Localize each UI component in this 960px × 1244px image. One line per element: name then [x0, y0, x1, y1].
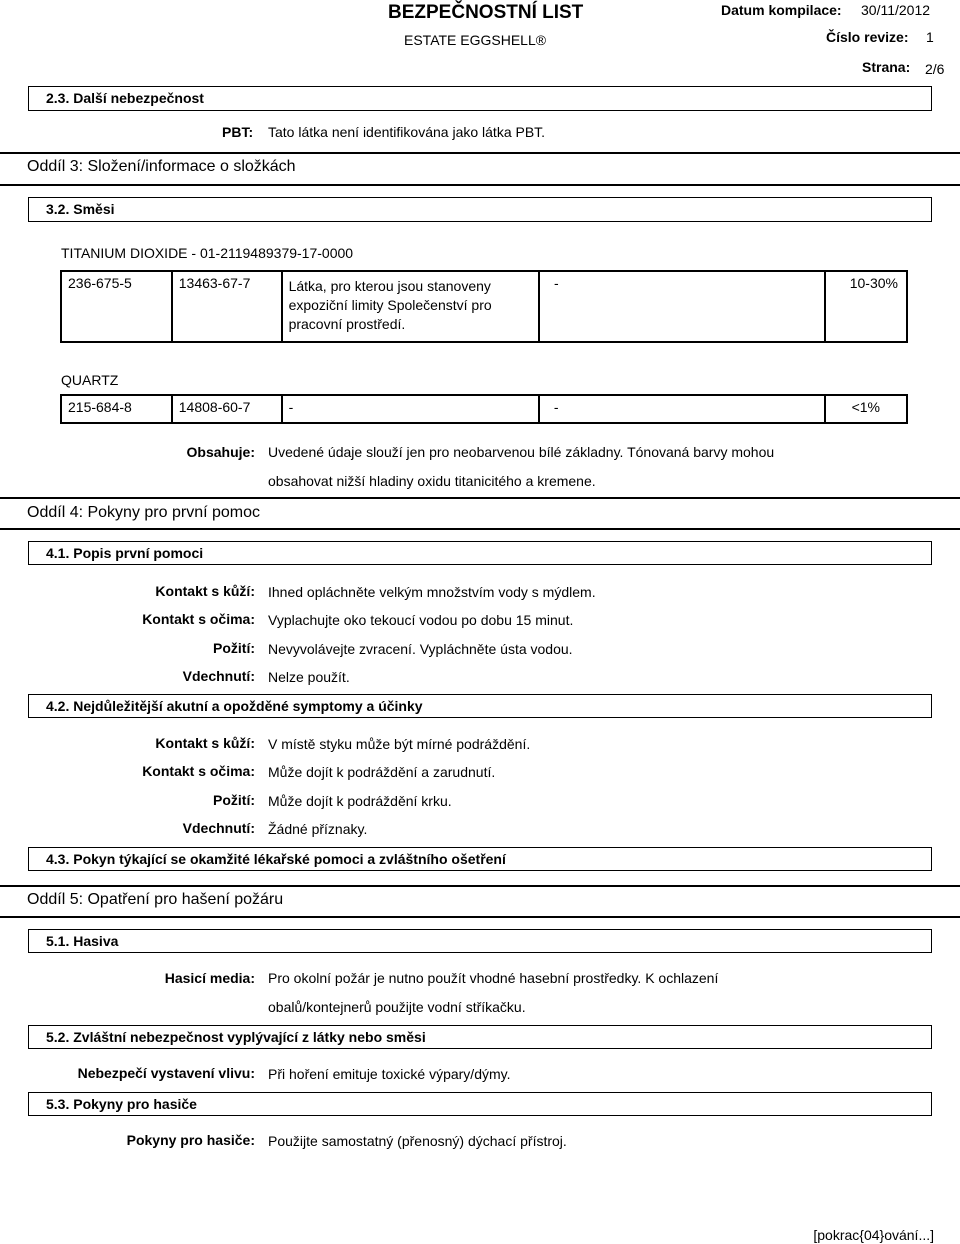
- symptom-label: Požití:: [213, 792, 255, 808]
- first-aid-value: Nelze použít.: [268, 669, 350, 685]
- date-label: Datum kompilace:: [721, 2, 842, 18]
- section-3-top-rule: [0, 152, 960, 154]
- section-5-title: Oddíl 5: Opatření pro hašení požáru: [27, 891, 284, 908]
- revision-label: Číslo revize:: [826, 29, 909, 45]
- section-4-bottom-rule: [0, 528, 960, 530]
- first-aid-value: Ihned opláchněte velkým množstvím vody s mýdlem.: [268, 584, 596, 600]
- subsection-2-3-heading: 2.3. Další nebezpečnost: [46, 90, 204, 106]
- component-description: Látka, pro kterou jsou stanoveny expoziční limity Společenství pro pracovní prostředí.: [282, 271, 539, 342]
- exposure-hazard-value: Při hoření emituje toxické výpary/dýmy.: [268, 1066, 511, 1082]
- symptom-label: Vdechnutí:: [182, 820, 255, 836]
- subsection-2-3-bar: [28, 86, 932, 111]
- first-aid-value: Nevyvolávejte zvracení. Vypláchněte ústa vodou.: [268, 641, 573, 657]
- contains-line-1: Uvedené údaje slouží jen pro neobarvenou bílé základny. Tónovaná barvy mohou: [268, 444, 775, 460]
- section-4-title: Oddíl 4: Pokyny pro první pomoc: [27, 504, 260, 521]
- symptom-label: Kontakt s očima:: [142, 763, 255, 779]
- subsection-5-1-bar: [28, 929, 932, 953]
- ec-number: 215-684-8: [61, 395, 172, 423]
- symptom-value: Může dojít k podráždění a zarudnutí.: [268, 764, 496, 780]
- subsection-4-3-bar: [28, 847, 932, 871]
- section-5-bottom-rule: [0, 916, 960, 918]
- extinguishing-media-label: Hasicí media:: [164, 970, 255, 986]
- subsection-3-2-heading: 3.2. Směsi: [46, 201, 115, 217]
- pbt-label: PBT:: [222, 124, 254, 140]
- exposure-hazard-label: Nebezpečí vystavení vlivu:: [77, 1065, 255, 1081]
- classification: -: [539, 271, 825, 342]
- symptom-value: V místě styku může být mírné podráždění.: [268, 736, 531, 752]
- subsection-5-3-bar: [28, 1092, 932, 1116]
- symptom-label: Kontakt s kůží:: [155, 735, 255, 751]
- ec-number: 236-675-5: [61, 271, 172, 342]
- table-row: [61, 395, 907, 423]
- product-name: ESTATE EGGSHELL®: [404, 32, 547, 48]
- subsection-4-3-heading: 4.3. Pokyn týkající se okamžité lékařské pomoci a zvláštního ošetření: [46, 851, 506, 867]
- subsection-4-1-heading: 4.1. Popis první pomoci: [46, 545, 204, 561]
- section-5-top-rule: [0, 885, 960, 887]
- date-value: 30/11/2012: [861, 2, 931, 18]
- symptom-value: Může dojít k podráždění krku.: [268, 793, 452, 809]
- section-3-title: Oddíl 3: Složení/informace o složkách: [27, 158, 296, 175]
- subsection-4-2-heading: 4.2. Nejdůležitější akutní a opožděné symptomy a účinky: [46, 698, 423, 714]
- subsection-4-2-bar: [28, 694, 932, 718]
- first-aid-label: Kontakt s očima:: [142, 611, 255, 627]
- first-aid-label: Vdechnutí:: [182, 668, 255, 684]
- extinguishing-media-line-2: obalů/kontejnerů použijte vodní stříkačku.: [268, 999, 526, 1015]
- firefighter-label: Pokyny pro hasiče:: [126, 1132, 255, 1148]
- page-number: 2/6: [925, 61, 945, 77]
- pbt-value: Tato látka není identifikována jako látka PBT.: [268, 124, 546, 140]
- table-row: [61, 271, 907, 342]
- subsection-5-2-bar: [28, 1025, 932, 1049]
- subsection-3-2-bar: [28, 197, 932, 222]
- first-aid-value: Vyplachujte oko tekoucí vodou po dobu 15 minut.: [268, 612, 574, 628]
- cas-number: 14808-60-7: [172, 395, 282, 423]
- continued-footer: [pokrac{04}ování...]: [813, 1227, 934, 1243]
- section-3-bottom-rule: [0, 184, 960, 186]
- subsection-5-1-heading: 5.1. Hasiva: [46, 933, 119, 949]
- concentration: <1%: [825, 395, 907, 423]
- classification: -: [539, 395, 825, 423]
- document-title: BEZPEČNOSTNÍ LIST: [388, 2, 584, 23]
- titanium-name: TITANIUM DIOXIDE - 01-2119489379-17-0000: [61, 245, 354, 261]
- page-label: Strana:: [862, 59, 911, 75]
- titanium-table: [60, 270, 908, 343]
- first-aid-label: Požití:: [213, 640, 255, 656]
- component-description: -: [282, 395, 539, 423]
- first-aid-label: Kontakt s kůží:: [155, 583, 255, 599]
- contains-line-2: obsahovat nižší hladiny oxidu titanicitého a kremene.: [268, 473, 596, 489]
- cas-number: 13463-67-7: [172, 271, 282, 342]
- contains-label: Obsahuje:: [186, 444, 255, 460]
- extinguishing-media-line-1: Pro okolní požár je nutno použít vhodné hasební prostředky. K ochlazení: [268, 970, 719, 986]
- subsection-4-1-bar: [28, 541, 932, 565]
- firefighter-value: Použijte samostatný (přenosný) dýchací přístroj.: [268, 1133, 567, 1149]
- revision-value: 1: [926, 29, 934, 45]
- symptom-value: Žádné příznaky.: [268, 821, 368, 837]
- concentration: 10-30%: [825, 271, 907, 342]
- section-4-top-rule: [0, 497, 960, 499]
- subsection-5-2-heading: 5.2. Zvláštní nebezpečnost vyplývající z látky nebo směsi: [46, 1029, 426, 1045]
- subsection-5-3-heading: 5.3. Pokyny pro hasiče: [46, 1096, 197, 1112]
- quartz-table: [60, 394, 908, 424]
- quartz-name: QUARTZ: [61, 372, 119, 388]
